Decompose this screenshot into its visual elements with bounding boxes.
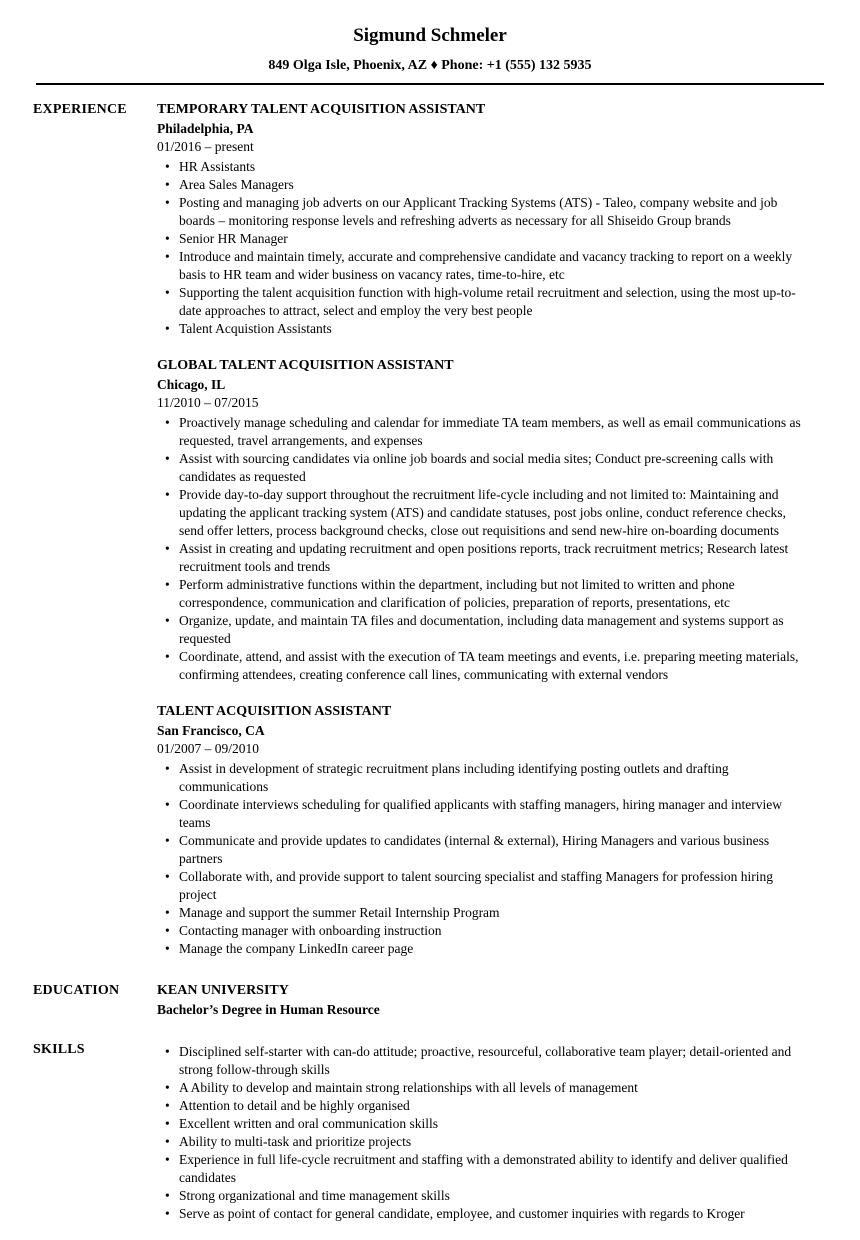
bullet-item: • Assist in creating and updating recruitment and open positions reports, track recruitment metrics; Research latest recruitment tools and trends (179, 540, 805, 576)
experience-label: EXPERIENCE (33, 102, 127, 117)
bullet-item: • Strong organizational and time management skills (179, 1187, 805, 1205)
education-content (157, 982, 805, 1019)
bullet-item: • Coordinate, attend, and assist with the execution of TA team meetings and events, i.e. preparing meeting materials, confirming attendees, creating conference call lines, communicating with external vendors (179, 648, 805, 684)
job-title: TALENT ACQUISITION ASSISTANT (157, 704, 392, 719)
bullet-item: • Provide day-to-day support throughout the recruitment life-cycle including and not limited to: Maintaining and updating the applicant tracking system (ATS) and candidate statuses, post jobs online, conduct reference checks, send offer letters, process background checks, close out requisitions and send new-hire on-boarding documents (179, 486, 805, 540)
skills-label: SKILLS (33, 1042, 85, 1057)
school-name: KEAN UNIVERSITY (157, 983, 289, 998)
resume-header (0, 0, 860, 85)
bullet-item: • Supporting the talent acquisition function with high-volume retail recruitment and selection, using the most up-to-date approaches to attract, select and employ the very best people (179, 284, 805, 320)
contact-line: 849 Olga Isle, Phoenix, AZ ♦ Phone: +1 (555) 132 5935 (268, 58, 592, 73)
job-entry (157, 101, 805, 338)
bullet-item: • HR Assistants (179, 158, 805, 176)
job-entry (157, 357, 805, 684)
bullet-item: • Talent Acquistion Assistants (179, 320, 805, 338)
section-experience (33, 101, 805, 958)
bullet-item: • Area Sales Managers (179, 176, 805, 194)
skills-content (157, 1041, 805, 1223)
job-location: Chicago, IL (157, 377, 226, 392)
job-dates: 11/2010 – 07/2015 (157, 395, 259, 410)
bullet-item: • Collaborate with, and provide support to talent sourcing specialist and staffing Managers for profession hiring project (179, 868, 805, 904)
job-location: San Francisco, CA (157, 723, 265, 738)
bullet-item: • Serve as point of contact for general candidate, employee, and customer inquiries with regards to Kroger (179, 1205, 805, 1223)
education-label: EDUCATION (33, 983, 120, 998)
bullet-item: • Experience in full life-cycle recruitment and staffing with a demonstrated ability to identify and deliver qualified candidates (179, 1151, 805, 1187)
job-dates: 01/2007 – 09/2010 (157, 741, 260, 756)
bullet-item: • Ability to multi-task and prioritize projects (179, 1133, 805, 1151)
person-name: Sigmund Schmeler (353, 25, 507, 46)
job-title: TEMPORARY TALENT ACQUISITION ASSISTANT (157, 102, 486, 117)
bullet-item: • Communicate and provide updates to candidates (internal & external), Hiring Managers and various business partners (179, 832, 805, 868)
bullet-item: • Senior HR Manager (179, 230, 805, 248)
bullet-item: • Manage and support the summer Retail Internship Program (179, 904, 805, 922)
job-title: GLOBAL TALENT ACQUISITION ASSISTANT (157, 358, 454, 373)
resume-body (0, 85, 860, 1223)
bullet-item: • Contacting manager with onboarding instruction (179, 922, 805, 940)
job-bullet-list (157, 414, 805, 684)
job-bullet-list (157, 158, 805, 338)
experience-content (157, 101, 805, 958)
bullet-item: • Proactively manage scheduling and calendar for immediate TA team members, as well as email communications as requested, travel arrangements, and expenses (179, 414, 805, 450)
section-education (33, 982, 805, 1019)
job-dates: 01/2016 – present (157, 139, 254, 154)
job-entry (157, 703, 805, 958)
bullet-item: • Manage the company LinkedIn career page (179, 940, 805, 958)
job-bullet-list (157, 760, 805, 958)
bullet-item: • Assist in development of strategic recruitment plans including identifying posting outlets and drafting communications (179, 760, 805, 796)
bullet-item: • Disciplined self-starter with can-do attitude; proactive, resourceful, collaborative team player; detail-oriented and strong follow-through skills (179, 1043, 805, 1079)
bullet-item: • A Ability to develop and maintain strong relationships with all levels of management (179, 1079, 805, 1097)
job-location: Philadelphia, PA (157, 121, 254, 136)
bullet-item: • Excellent written and oral communication skills (179, 1115, 805, 1133)
bullet-item: • Organize, update, and maintain TA files and documentation, including data management and systems support as requested (179, 612, 805, 648)
bullet-item: • Posting and managing job adverts on our Applicant Tracking Systems (ATS) - Taleo, company website and job boards – monitoring response levels and refreshing adverts as necessary for all Shiseido Group brands (179, 194, 805, 230)
bullet-item: • Introduce and maintain timely, accurate and comprehensive candidate and vacancy tracking to report on a weekly basis to HR team and wider business on vacancy rates, time-to-hire, etc (179, 248, 805, 284)
bullet-item: • Perform administrative functions within the department, including but not limited to written and phone correspondence, communication and clarification of policies, preparation of reports, presentations, etc (179, 576, 805, 612)
bullet-item: • Coordinate interviews scheduling for qualified applicants with staffing managers, hiring manager and interview teams (179, 796, 805, 832)
bullet-item: • Attention to detail and be highly organised (179, 1097, 805, 1115)
skills-bullet-list (157, 1043, 805, 1223)
bullet-item: • Assist with sourcing candidates via online job boards and social media sites; Conduct pre-screening calls with candidates as requested (179, 450, 805, 486)
section-skills (33, 1041, 805, 1223)
degree-name: Bachelor’s Degree in Human Resource (157, 1002, 380, 1017)
